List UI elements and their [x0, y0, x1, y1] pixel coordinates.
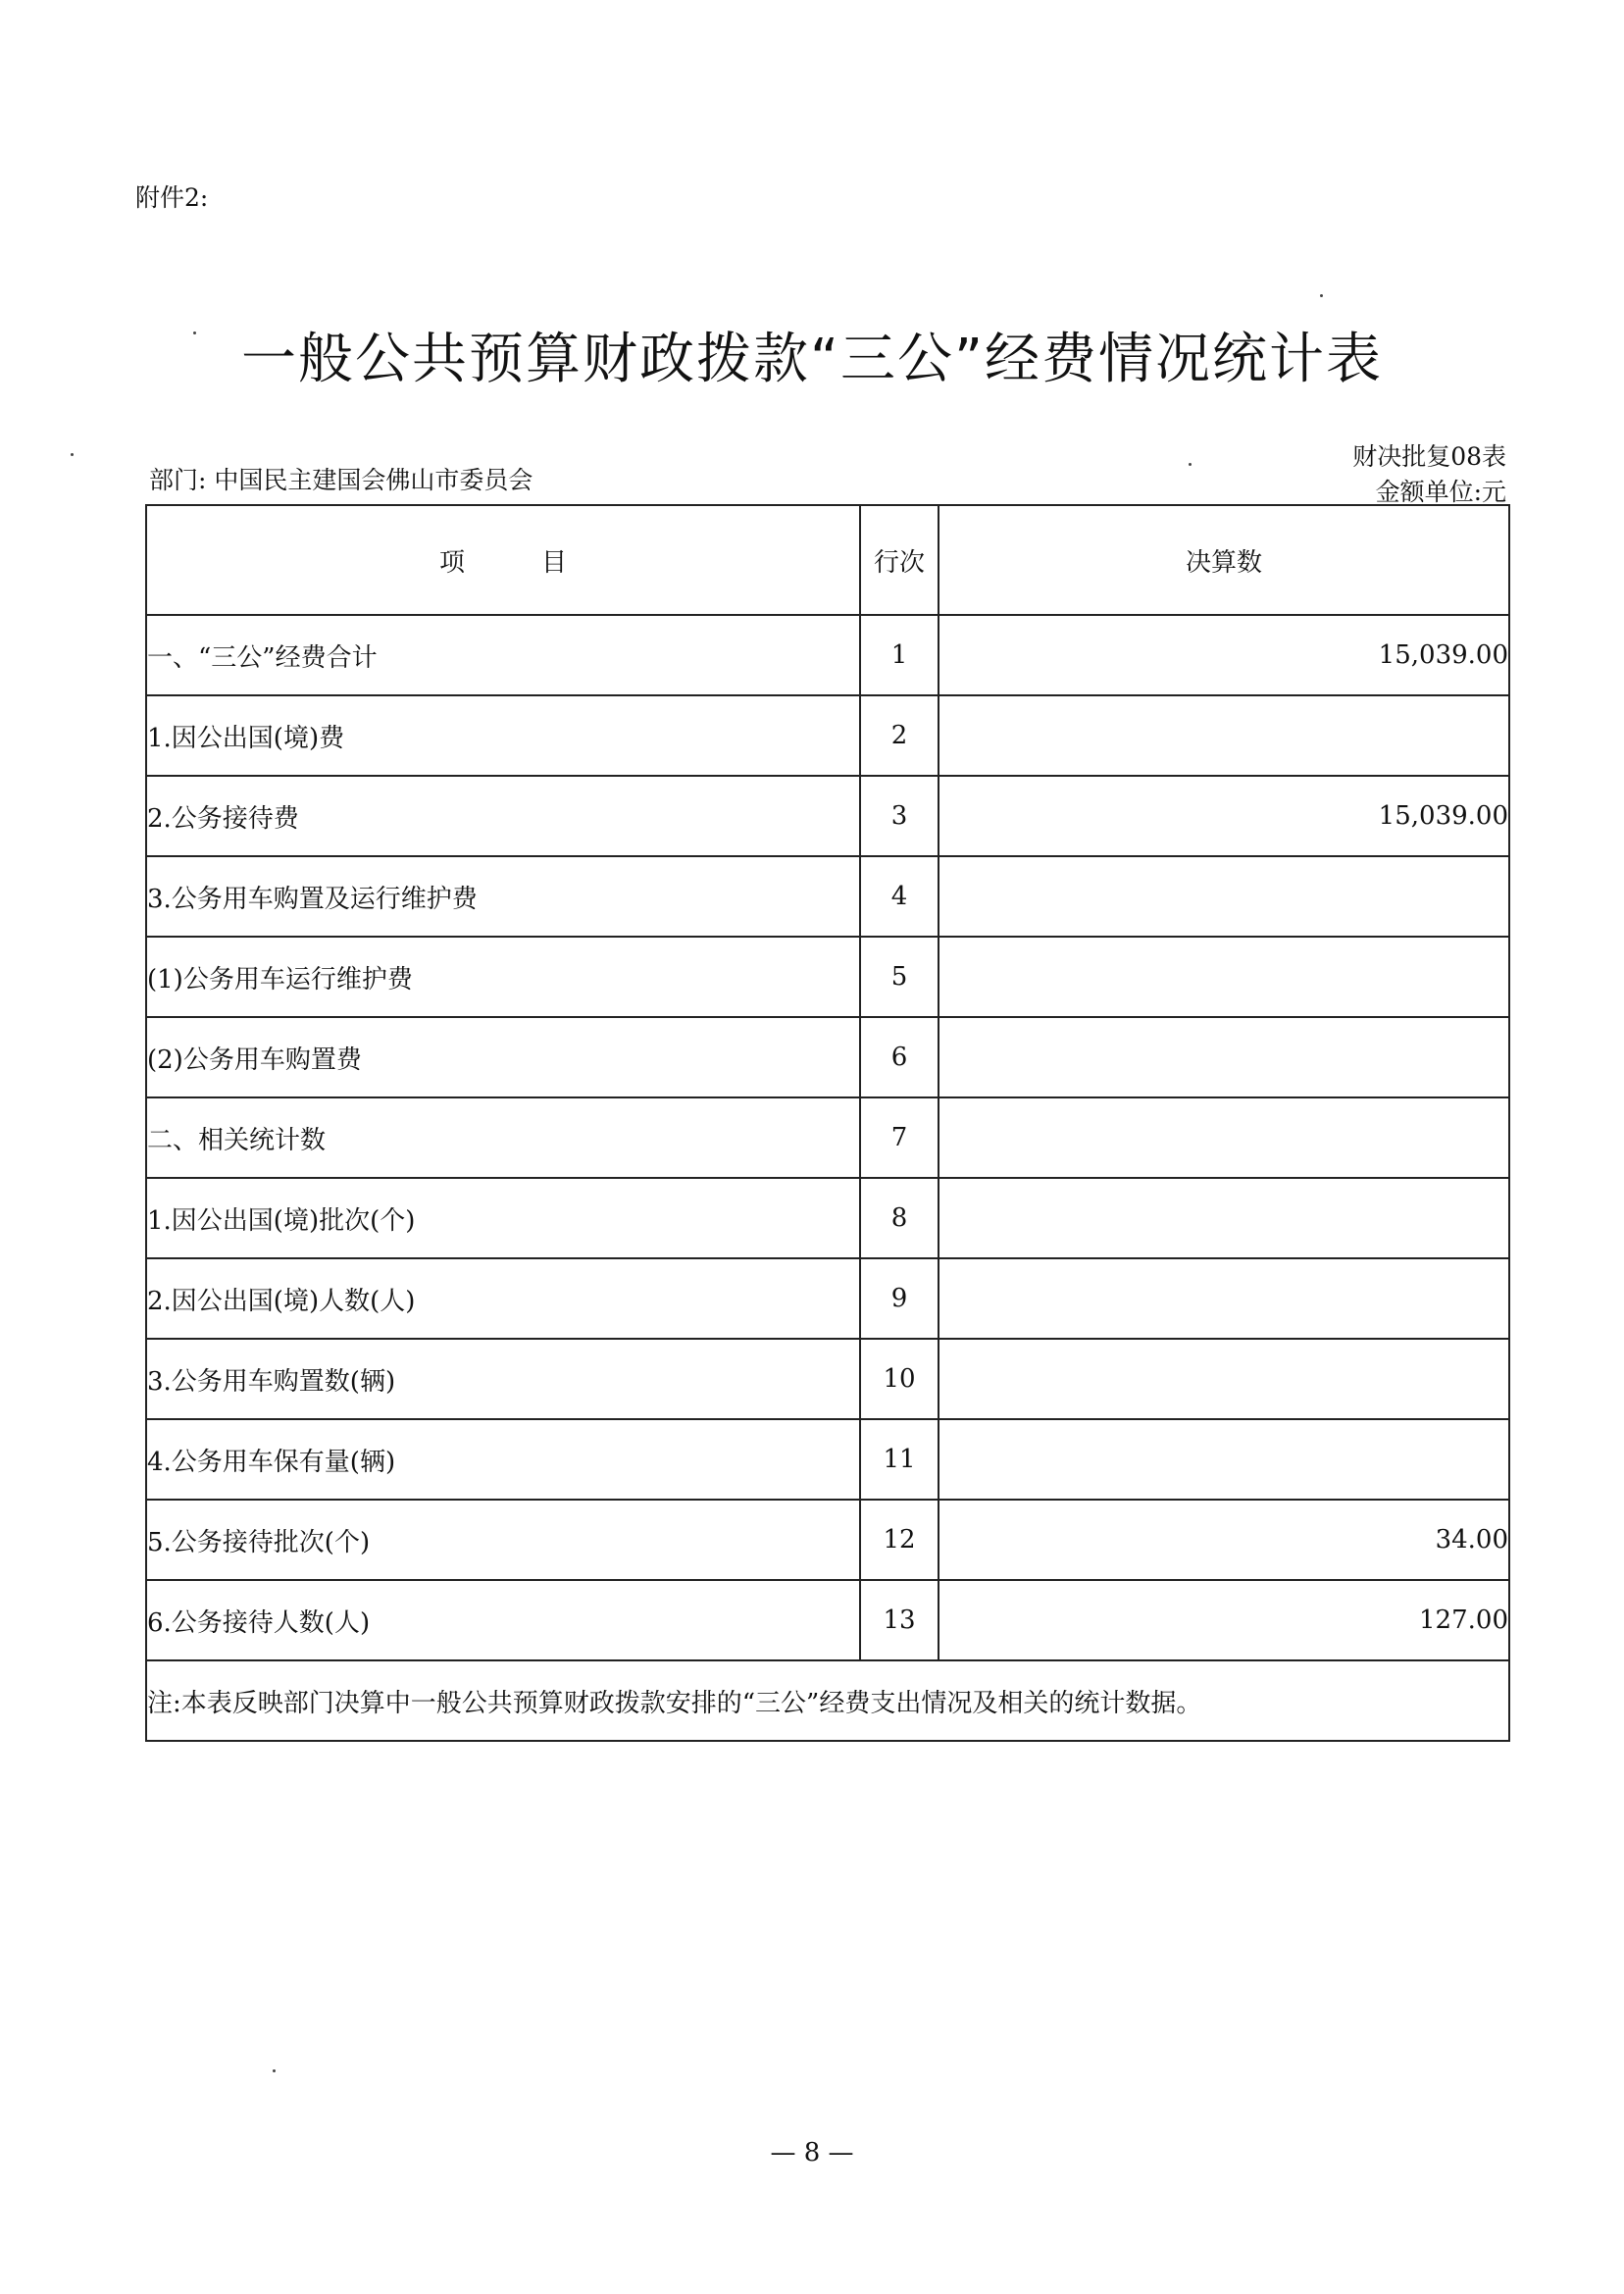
row-amount: 127.00	[939, 1580, 1509, 1660]
table-row	[146, 695, 1509, 776]
table-note: 注:本表反映部门决算中一般公共预算财政拨款安排的“三公”经费支出情况及相关的统计数据。	[146, 1660, 1509, 1741]
table-row	[146, 615, 1509, 695]
row-amount	[939, 1339, 1509, 1419]
row-number: 8	[860, 1178, 939, 1258]
row-item: 1.因公出国(境)批次(个)	[146, 1178, 860, 1258]
header-item: 项 目	[146, 505, 860, 615]
row-item: 一、“三公”经费合计	[146, 615, 860, 695]
row-item: (2)公务用车购置费	[146, 1017, 860, 1097]
row-amount	[939, 937, 1509, 1017]
table-row	[146, 1258, 1509, 1339]
row-number: 3	[860, 776, 939, 856]
scan-speck	[71, 453, 74, 456]
row-number: 2	[860, 695, 939, 776]
row-item: 2.公务接待费	[146, 776, 860, 856]
row-number: 12	[860, 1500, 939, 1580]
row-amount	[939, 856, 1509, 937]
row-number: 10	[860, 1339, 939, 1419]
table-row	[146, 1580, 1509, 1660]
row-item: 2.因公出国(境)人数(人)	[146, 1258, 860, 1339]
attachment-label: 附件2:	[135, 183, 209, 212]
row-amount: 34.00	[939, 1500, 1509, 1580]
scan-speck	[1320, 294, 1323, 297]
row-item: 3.公务用车购置数(辆)	[146, 1339, 860, 1419]
row-item: 5.公务接待批次(个)	[146, 1500, 860, 1580]
row-amount	[939, 1258, 1509, 1339]
table-row	[146, 1339, 1509, 1419]
row-amount	[939, 1017, 1509, 1097]
row-item: 4.公务用车保有量(辆)	[146, 1419, 860, 1500]
form-info	[1352, 439, 1506, 510]
row-amount	[939, 695, 1509, 776]
row-number: 9	[860, 1258, 939, 1339]
table-row	[146, 937, 1509, 1017]
header-amount: 决算数	[939, 505, 1509, 615]
row-number: 1	[860, 615, 939, 695]
amount-unit: 金额单位:元	[1375, 478, 1506, 506]
header-row: 行次	[860, 505, 939, 615]
row-number: 5	[860, 937, 939, 1017]
table-row	[146, 1500, 1509, 1580]
table-row	[146, 856, 1509, 937]
page-number: — 8 —	[770, 2138, 854, 2167]
scan-speck	[193, 331, 196, 334]
row-amount: 15,039.00	[939, 776, 1509, 856]
table-row	[146, 1017, 1509, 1097]
scan-speck	[273, 2069, 276, 2072]
table-header-row	[146, 505, 1509, 615]
row-number: 6	[860, 1017, 939, 1097]
row-item: 1.因公出国(境)费	[146, 695, 860, 776]
row-number: 4	[860, 856, 939, 937]
page-title: 一般公共预算财政拨款“三公”经费情况统计表	[240, 328, 1384, 391]
table-row	[146, 1097, 1509, 1178]
department-label: 部门: 中国民主建国会佛山市委员会	[149, 466, 533, 494]
row-item: 3.公务用车购置及运行维护费	[146, 856, 860, 937]
row-amount	[939, 1419, 1509, 1500]
row-number: 11	[860, 1419, 939, 1500]
row-number: 13	[860, 1580, 939, 1660]
row-amount	[939, 1178, 1509, 1258]
table-row	[146, 1178, 1509, 1258]
scan-speck	[1189, 463, 1192, 466]
row-amount: 15,039.00	[939, 615, 1509, 695]
row-item: 6.公务接待人数(人)	[146, 1580, 860, 1660]
row-item: (1)公务用车运行维护费	[146, 937, 860, 1017]
row-item: 二、相关统计数	[146, 1097, 860, 1178]
row-amount	[939, 1097, 1509, 1178]
table-row	[146, 1419, 1509, 1500]
table-row	[146, 776, 1509, 856]
note-row	[146, 1660, 1509, 1741]
form-number: 财决批复08表	[1352, 442, 1506, 471]
row-number: 7	[860, 1097, 939, 1178]
expense-table	[145, 504, 1510, 1742]
